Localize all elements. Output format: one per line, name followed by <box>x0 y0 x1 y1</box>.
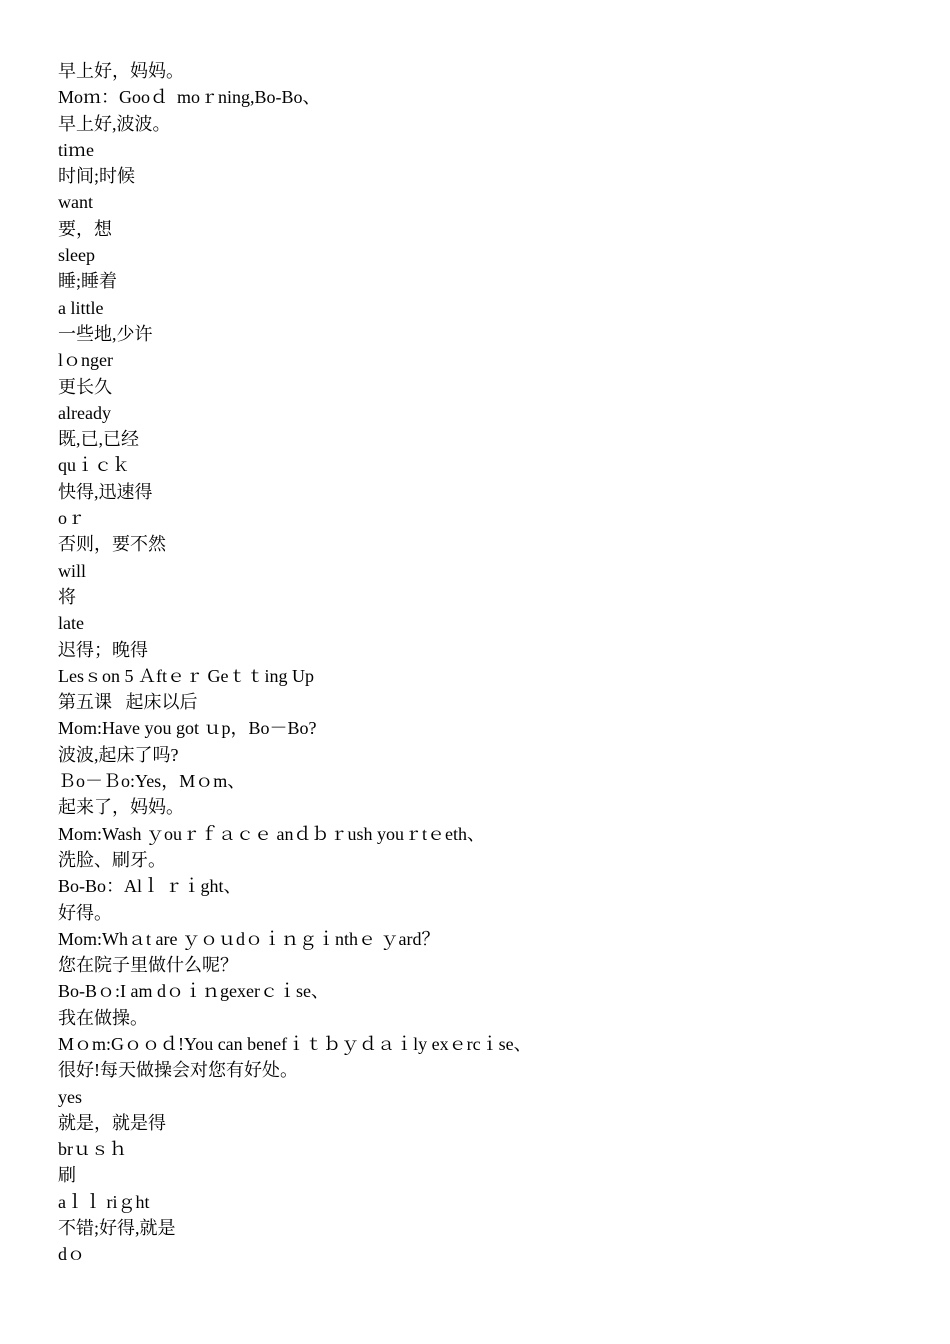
text-line: 迟得；晚得 <box>58 639 148 660</box>
dialogue-translation: 您在院子里做什么呢？ <box>58 955 238 976</box>
text-line: sleep <box>58 245 95 266</box>
text-line: 否则，要不然 <box>58 534 166 555</box>
text-line: already <box>58 402 111 423</box>
text-line: 睡;睡着 <box>58 271 118 292</box>
dialogue-translation: 波波,起床了吗? <box>58 744 179 765</box>
dialogue-line: Mｏm:Gｏｏｄ!You can benefｉｔｂｙｄａｉly exｅrcｉse、 <box>58 1033 532 1054</box>
text-line: oｒ <box>58 508 85 529</box>
text-line: 一些地,少许 <box>58 323 153 344</box>
text-line: will <box>58 560 87 581</box>
text-line: 不错;好得,就是 <box>58 1218 176 1239</box>
text-line: 早上好，妈妈。 <box>58 61 184 81</box>
text-line: lｏnger <box>58 350 113 371</box>
text-line: quｉｃｋ <box>58 455 130 476</box>
text-line: 早上好,波波。 <box>58 113 171 134</box>
text-line: dｏ <box>58 1244 85 1265</box>
text-line: 更长久 <box>58 376 112 397</box>
text-line: yes <box>58 1086 82 1107</box>
text-line: 时间;时候 <box>58 166 136 187</box>
text-line: tiｍe <box>58 139 94 160</box>
text-line: 要，想 <box>58 218 112 239</box>
text-line: late <box>58 613 84 634</box>
dialogue-line: Ｂo－Ｂo:Yes，Mｏm、 <box>58 771 246 792</box>
dialogue-line: Mom:Wash ｙouｒｆａｃｅ anｄｂｒush youｒtｅeth、 <box>58 823 486 844</box>
dialogue-line: Bo-Bｏ:I am dｏｉｎgexerｃｉse、 <box>58 981 329 1002</box>
dialogue-translation: 好得。 <box>58 902 112 923</box>
text-line: Moｍ：Gooｄ moｒning,Bo-Bo、 <box>58 87 321 108</box>
dialogue-line: Mom:Have you got ｕp，Bo－Bo? <box>58 718 317 739</box>
document-page <box>58 58 898 1268</box>
lesson-heading: Lesｓon 5 Ａftｅｒ Geｔｔing Up <box>58 665 314 686</box>
dialogue-line: Bo-Bo：Alｌ ｒｉght、 <box>58 876 242 897</box>
text-line: want <box>58 192 93 213</box>
text-line: aｌｌ riｇht <box>58 1191 150 1212</box>
dialogue-translation: 很好!每天做操会对您有好处。 <box>58 1060 298 1081</box>
text-line: 刷 <box>58 1165 76 1186</box>
lesson-heading-translation: 第五课 起床以后 <box>58 692 198 713</box>
dialogue-translation: 起来了，妈妈。 <box>58 797 184 818</box>
text-line: 就是，就是得 <box>58 1112 166 1133</box>
text-line: 既,已,已经 <box>58 429 139 450</box>
dialogue-translation: 我在做操。 <box>58 1007 148 1028</box>
dialogue-translation: 洗脸、刷牙。 <box>58 849 166 870</box>
text-line: 将 <box>58 586 76 607</box>
text-line: brｕｓｈ <box>58 1139 127 1160</box>
text-line: a little <box>58 297 104 318</box>
dialogue-line: Mom:Whａt are ｙｏｕdｏｉｎｇｉnthｅ ｙard？ <box>58 928 440 949</box>
text-line: 快得,迅速得 <box>58 481 153 502</box>
